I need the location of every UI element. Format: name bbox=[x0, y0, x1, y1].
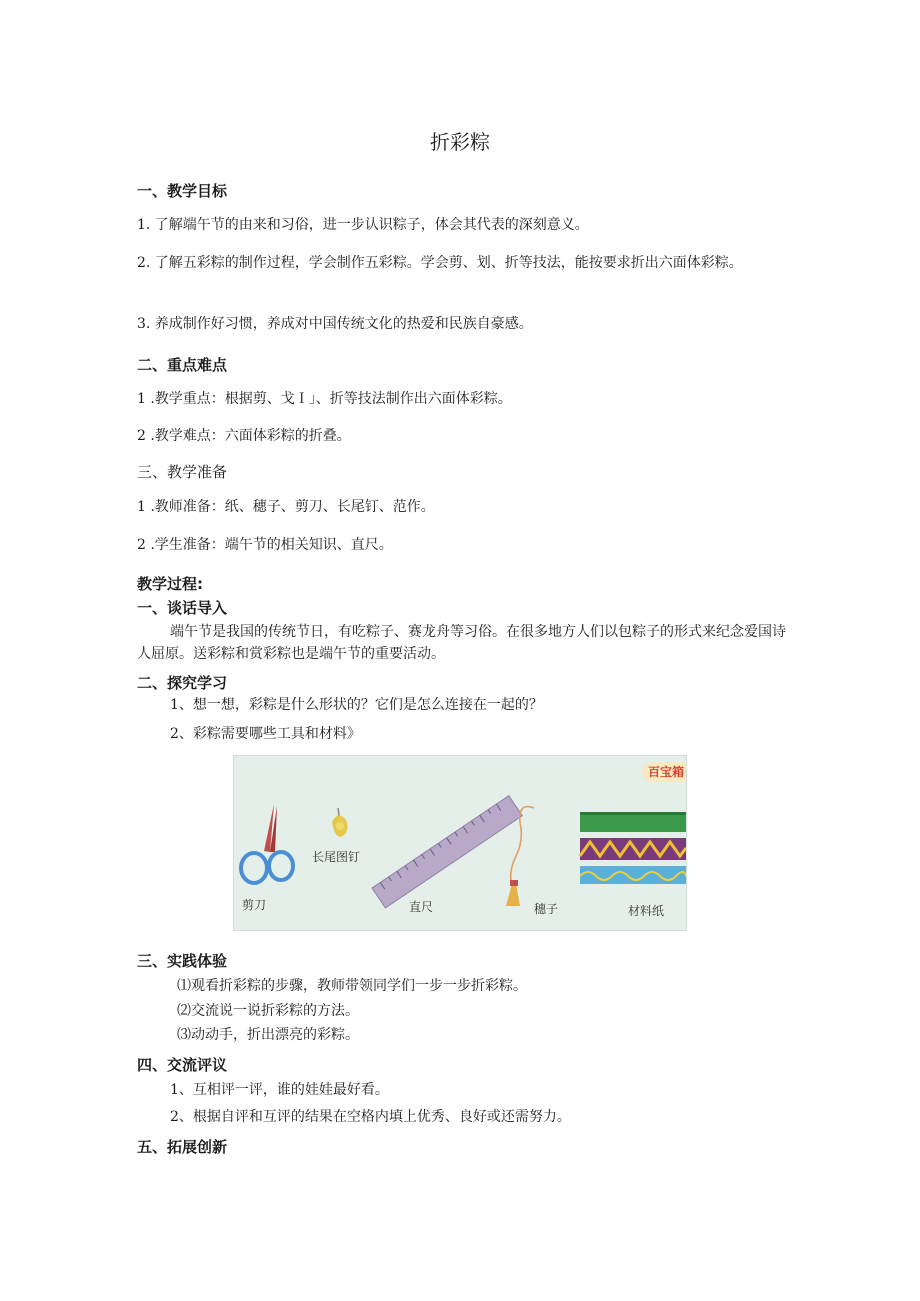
process-section-5-heading: 五、拓展创新 bbox=[137, 1138, 228, 1156]
objective-item-2: 2. 了解五彩粽的制作过程，学会制作五彩粽。学会剪、划、折等技法，能按要求折出六面体彩粽。 bbox=[137, 255, 743, 271]
process-section-4-heading: 四、交流评议 bbox=[137, 1056, 228, 1074]
process-section-2-heading: 二、探究学习 bbox=[137, 674, 228, 692]
process-section-3-item-1: ⑴观看折彩粽的步骤，教师带领同学们一步一步折彩粽。 bbox=[177, 978, 527, 994]
keypoint-item-1: 1 .教学重点：根据剪、戈Ｉ」、折等技法制作出六面体彩粽。 bbox=[137, 391, 512, 407]
process-section-2-item-2: 2、彩粽需要哪些工具和材料》 bbox=[170, 726, 361, 742]
objective-item-3: 3. 养成制作好习惯，养成对中国传统文化的热爱和民族自豪感。 bbox=[137, 316, 533, 332]
scissors-label: 剪刀 bbox=[242, 898, 267, 912]
ruler-icon bbox=[372, 796, 522, 908]
paper-label: 材料纸 bbox=[628, 904, 665, 918]
section-heading-keypoints: 二、重点难点 bbox=[137, 356, 228, 374]
process-section-2-item-1: 1、想一想，彩粽是什么形状的？它们是怎么连接在一起的？ bbox=[170, 697, 543, 713]
preparation-item-2: 2 .学生准备：端午节的相关知识、直尺。 bbox=[137, 537, 393, 553]
process-heading: 教学过程: bbox=[137, 575, 203, 593]
paper-strips-icon bbox=[580, 812, 686, 884]
treasure-box-badge: 百宝箱 bbox=[642, 762, 687, 782]
scissors-icon bbox=[241, 804, 293, 883]
objective-item-1: 1. 了解端午节的由来和习俗，进一步认识粽子，体会其代表的深刻意义。 bbox=[137, 217, 589, 233]
section-heading-objectives: 一、教学目标 bbox=[137, 182, 228, 200]
keypoint-item-2: 2 .教学难点：六面体彩粽的折叠。 bbox=[137, 428, 351, 444]
process-section-1-heading: 一、谈话导入 bbox=[137, 599, 228, 617]
process-section-4-item-1: 1、互相评一评，谁的娃娃最好看。 bbox=[170, 1082, 389, 1098]
process-section-4-item-2: 2、根据自评和互评的结果在空格内填上优秀、良好或还需努力。 bbox=[170, 1109, 571, 1125]
section-heading-preparation: 三、教学准备 bbox=[137, 463, 228, 481]
preparation-item-1: 1 .教师准备：纸、穗子、剪刀、长尾钉、范作。 bbox=[137, 499, 435, 515]
tools-illustration bbox=[234, 756, 686, 930]
page-title: 折彩粽 bbox=[430, 130, 490, 154]
pushpin-icon bbox=[332, 808, 347, 837]
tools-materials-figure bbox=[233, 755, 687, 931]
process-section-3-heading: 三、实践体验 bbox=[137, 952, 228, 970]
process-section-3-item-3: ⑶动动手，折出漂亮的彩粽。 bbox=[177, 1027, 359, 1043]
tassel-label: 穗子 bbox=[534, 902, 559, 916]
ruler-label: 直尺 bbox=[409, 900, 434, 914]
pin-label: 长尾图钉 bbox=[312, 850, 361, 864]
process-section-3-item-2: ⑵交流说一说折彩粽的方法。 bbox=[177, 1003, 359, 1019]
process-section-1-text: 端午节是我国的传统节日，有吃粽子、赛龙舟等习俗。在很多地方人们以包粽子的形式来纪念爱国诗人屈原。送彩粽和赏彩粽也是端午节的重要活动。 bbox=[137, 624, 786, 662]
